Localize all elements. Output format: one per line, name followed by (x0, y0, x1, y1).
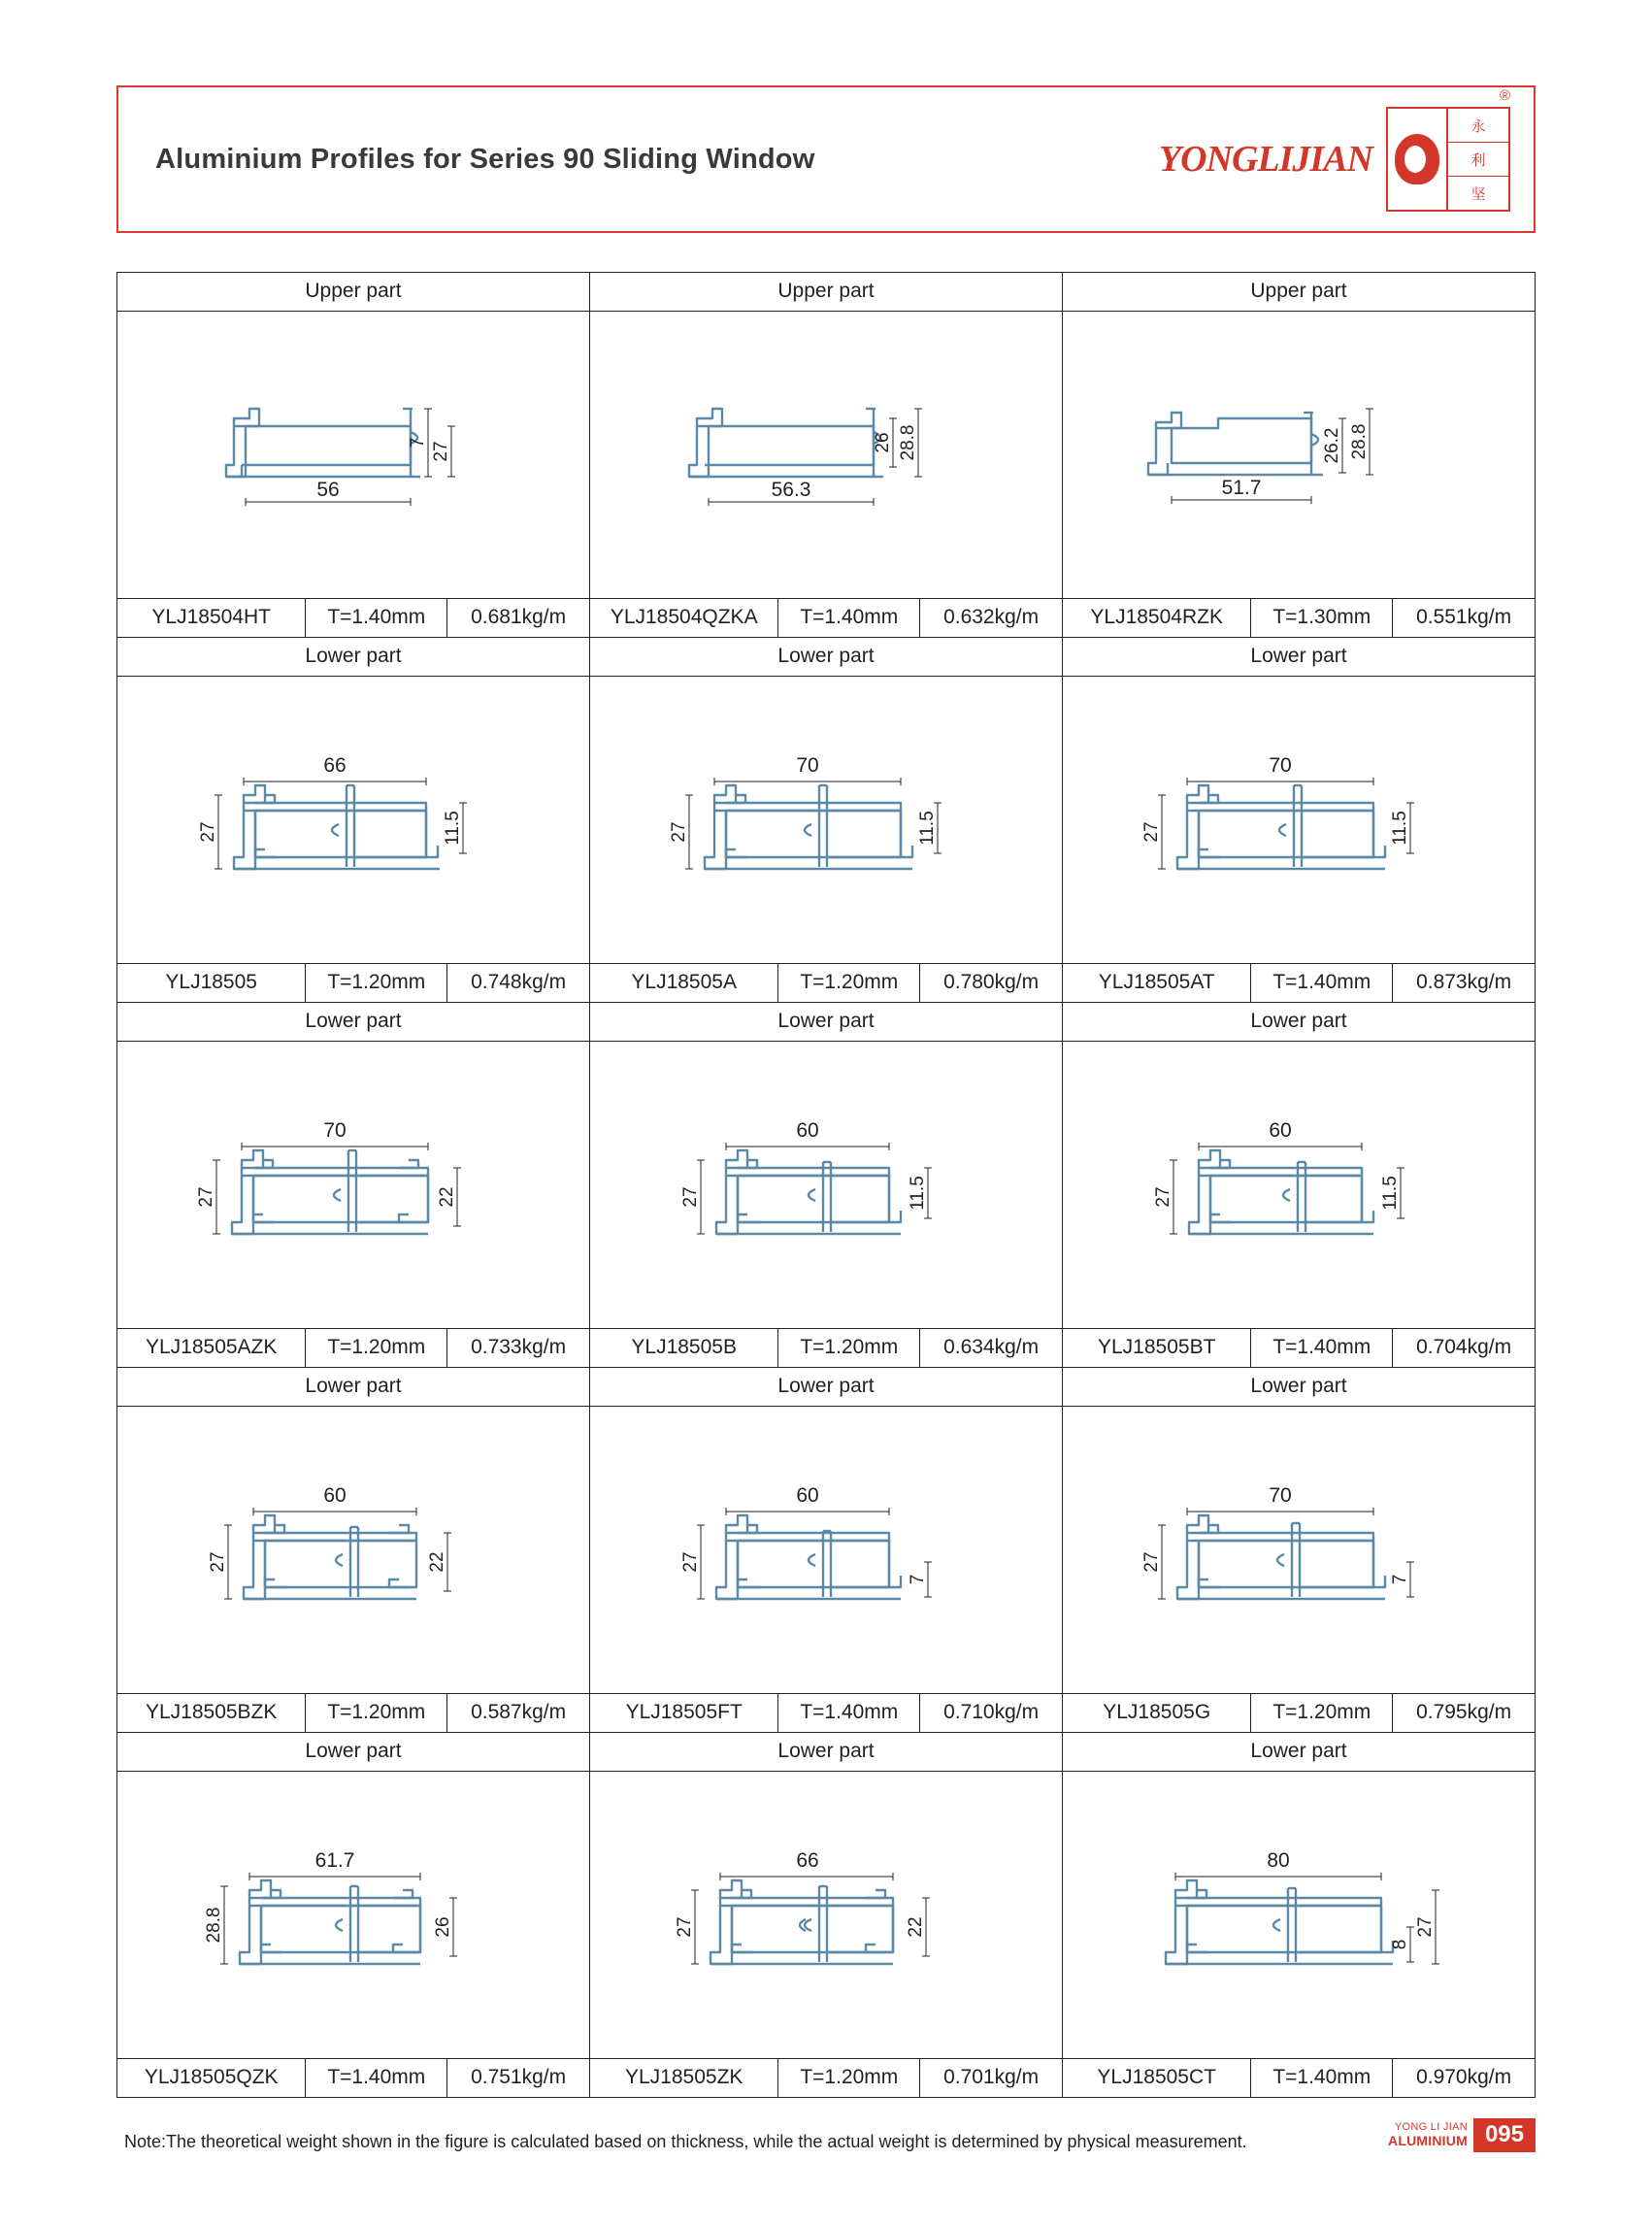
figure-row (117, 677, 1535, 964)
dim-left: 27 (675, 1916, 695, 1938)
profile-thickness: T=1.20mm (778, 2059, 920, 2097)
profile-row (116, 272, 1536, 637)
dim-right: 7 (1390, 1574, 1410, 1585)
dim-right: 27 (1415, 1916, 1436, 1938)
profile-thickness: T=1.40mm (306, 2059, 447, 2097)
part-caption: Upper part (117, 273, 590, 312)
profile-weight: 0.873kg/m (1416, 971, 1512, 993)
dim-width: 61.7 (314, 1849, 355, 1872)
dim-width: 51.7 (1221, 477, 1262, 499)
spec-cell (1063, 1329, 1535, 1367)
spec-cell (1063, 964, 1535, 1002)
part-caption: Lower part (1063, 1003, 1535, 1042)
part-caption: Lower part (1063, 638, 1535, 677)
spec-row (117, 599, 1535, 637)
profile-code: YLJ18505QZK (117, 2059, 306, 2097)
profile-code: YLJ18505CT (1063, 2059, 1251, 2097)
dim-left: 27 (669, 821, 689, 843)
spec-row (117, 2059, 1535, 2097)
profile-thickness: T=1.20mm (306, 1329, 447, 1367)
profile-weight: 0.780kg/m (943, 971, 1040, 993)
dim-large: 28.8 (1349, 423, 1370, 460)
profile-thickness: T=1.40mm (1251, 2059, 1393, 2097)
dim-left: 27 (196, 1186, 216, 1208)
brand-cn-2: 利 (1448, 143, 1508, 177)
dim-right: 11.5 (908, 1176, 928, 1211)
spec-cell (117, 599, 590, 637)
dim-left: 27 (198, 821, 218, 843)
part-caption: Upper part (590, 273, 1063, 312)
profile-row (116, 637, 1536, 1002)
spec-row (117, 1329, 1535, 1367)
figure-row (117, 312, 1535, 599)
profile-weight: 0.748kg/m (471, 971, 567, 993)
dim-left: 27 (1141, 1551, 1162, 1573)
part-caption: Lower part (117, 1003, 590, 1042)
brand-logo (1158, 87, 1510, 212)
profile-code: YLJ18505 (117, 964, 306, 1002)
dim-width: 66 (796, 1849, 819, 1872)
brand-wordmark: YONGLIJIAN (1158, 139, 1372, 180)
dim-large: 28.8 (898, 424, 918, 461)
spec-cell (117, 1694, 590, 1732)
profile-code: YLJ18505B (590, 1329, 778, 1367)
profile-code: YLJ18504HT (117, 599, 306, 637)
dim-left: 27 (1141, 821, 1162, 843)
profile-thickness: T=1.30mm (1251, 599, 1393, 637)
spec-row (117, 964, 1535, 1002)
part-caption: Lower part (117, 1733, 590, 1772)
caption-row (117, 1003, 1535, 1042)
profile-figure (590, 312, 1063, 599)
footer-note: Note:The theoretical weight shown in the figure is calculated based on thickness, while the actual weight is determined by physical measurement. (124, 2132, 1247, 2151)
part-caption: Upper part (1063, 273, 1535, 312)
dim-right: 22 (906, 1916, 926, 1938)
dim-left: 27 (680, 1551, 701, 1573)
profile-weight: 0.970kg/m (1416, 2066, 1512, 2088)
profile-code: YLJ18504QZKA (590, 599, 778, 637)
spec-cell (117, 1329, 590, 1367)
profile-thickness: T=1.40mm (778, 1694, 920, 1732)
profile-weight: 0.587kg/m (471, 1701, 567, 1723)
profile-figure (1063, 677, 1535, 964)
profile-weight: 0.704kg/m (1416, 1336, 1512, 1358)
spec-cell (1063, 599, 1535, 637)
part-caption: Lower part (1063, 1733, 1535, 1772)
profile-weight: 0.634kg/m (943, 1336, 1040, 1358)
profile-row (116, 1002, 1536, 1367)
caption-row (117, 1368, 1535, 1407)
dim-width: 70 (1269, 1484, 1292, 1507)
profile-code: YLJ18505BT (1063, 1329, 1251, 1367)
registered-mark: ® (1499, 87, 1510, 104)
profile-figure (590, 677, 1063, 964)
part-caption: Lower part (117, 1368, 590, 1407)
profile-thickness: T=1.20mm (306, 964, 447, 1002)
dim-width: 80 (1267, 1849, 1290, 1872)
spec-cell (590, 1694, 1063, 1732)
dim-small: 7 (408, 437, 428, 449)
brand-cn-1: 永 (1448, 109, 1508, 143)
dim-width: 60 (323, 1484, 347, 1507)
brand-cn-3: 坚 (1470, 185, 1486, 203)
footer-brand-line2: ALUMINIUM (1388, 2132, 1468, 2148)
caption-row (117, 273, 1535, 312)
dim-width: 60 (796, 1484, 819, 1507)
dim-width: 70 (796, 754, 819, 777)
profile-weight: 0.701kg/m (943, 2066, 1040, 2088)
dim-left: 27 (1153, 1186, 1173, 1208)
spec-cell (1063, 1694, 1535, 1732)
caption-row (117, 638, 1535, 677)
dim-small: 26.2 (1322, 427, 1342, 464)
part-caption: Lower part (117, 638, 590, 677)
dim-width: 56 (316, 479, 340, 501)
dim-right: 22 (437, 1186, 457, 1208)
spec-cell (117, 2059, 590, 2097)
page-title: Aluminium Profiles for Series 90 Sliding Window (155, 143, 815, 175)
dim-width: 66 (323, 754, 347, 777)
profile-code: YLJ18505FT (590, 1694, 778, 1732)
caption-row (117, 1733, 1535, 1772)
profile-figure (117, 1407, 590, 1694)
dim-right: 26 (433, 1916, 453, 1938)
profile-figure (1063, 1042, 1535, 1329)
figure-row (117, 1042, 1535, 1329)
profile-figure (117, 1772, 590, 2059)
part-caption: Lower part (590, 1368, 1063, 1407)
profiles-table (116, 272, 1536, 2098)
part-caption: Lower part (590, 1733, 1063, 1772)
dim-right: 22 (427, 1551, 447, 1573)
profile-thickness: T=1.20mm (778, 964, 920, 1002)
spec-cell (590, 2059, 1063, 2097)
brand-cn-characters (1448, 109, 1508, 210)
profile-figure (1063, 1772, 1535, 2059)
page-footer-badge (1388, 2118, 1536, 2152)
profile-row (116, 1367, 1536, 1732)
profile-figure (117, 312, 590, 599)
profile-code: YLJ18505AZK (117, 1329, 306, 1367)
dim-left: 28.8 (204, 1907, 224, 1944)
dim-small: 8 (1390, 1939, 1410, 1950)
footer-brand-line1: YONG LI JIAN (1394, 2121, 1468, 2134)
profile-weight: 0.751kg/m (471, 2066, 567, 2088)
profile-figure (590, 1772, 1063, 2059)
dim-right: 11.5 (1380, 1176, 1401, 1211)
dim-right: 11.5 (443, 811, 463, 846)
figure-row (117, 1772, 1535, 2059)
dim-width: 70 (1269, 754, 1292, 777)
spec-cell (590, 964, 1063, 1002)
profile-code: YLJ18504RZK (1063, 599, 1251, 637)
profile-weight: 0.681kg/m (471, 606, 567, 628)
part-caption: Lower part (590, 1003, 1063, 1042)
dim-right: 11.5 (917, 811, 938, 846)
profile-thickness: T=1.40mm (1251, 964, 1393, 1002)
profile-thickness: T=1.20mm (1251, 1694, 1393, 1732)
dim-left: 27 (208, 1551, 228, 1573)
brand-swirl (1388, 109, 1448, 210)
profile-code: YLJ18505BZK (117, 1694, 306, 1732)
part-caption: Lower part (590, 638, 1063, 677)
profile-figure (1063, 312, 1535, 599)
profile-figure (117, 1042, 590, 1329)
profile-weight: 0.551kg/m (1416, 606, 1512, 628)
page-header (116, 85, 1536, 233)
profile-thickness: T=1.20mm (306, 1694, 447, 1732)
profile-figure (590, 1042, 1063, 1329)
profile-code: YLJ18505ZK (590, 2059, 778, 2097)
dim-large: 27 (431, 441, 451, 462)
profile-code: YLJ18505G (1063, 1694, 1251, 1732)
dim-right: 11.5 (1390, 811, 1410, 846)
profile-figure (590, 1407, 1063, 1694)
dim-width: 60 (796, 1119, 819, 1142)
part-caption: Lower part (1063, 1368, 1535, 1407)
spec-cell (117, 964, 590, 1002)
figure-row (117, 1407, 1535, 1694)
profile-thickness: T=1.40mm (306, 599, 447, 637)
spec-cell (590, 1329, 1063, 1367)
profile-thickness: T=1.20mm (778, 1329, 920, 1367)
profile-code: YLJ18505A (590, 964, 778, 1002)
profile-figure (1063, 1407, 1535, 1694)
profile-row (116, 1732, 1536, 2098)
dim-right: 7 (908, 1574, 928, 1585)
profile-weight: 0.733kg/m (471, 1336, 567, 1358)
profile-thickness: T=1.40mm (778, 599, 920, 637)
brand-mark-icon (1386, 87, 1510, 212)
profile-weight: 0.710kg/m (943, 1701, 1040, 1723)
dim-width: 60 (1269, 1119, 1292, 1142)
spec-row (117, 1694, 1535, 1732)
dim-small: 26 (873, 432, 893, 453)
profile-figure (117, 677, 590, 964)
dim-width: 70 (323, 1119, 347, 1142)
spec-cell (1063, 2059, 1535, 2097)
profile-weight: 0.632kg/m (943, 606, 1040, 628)
profile-weight: 0.795kg/m (1416, 1701, 1512, 1723)
dim-width: 56.3 (771, 479, 811, 501)
page-number: 095 (1473, 2118, 1536, 2152)
dim-left: 27 (680, 1186, 701, 1208)
profile-thickness: T=1.40mm (1251, 1329, 1393, 1367)
spec-cell (590, 599, 1063, 637)
profile-code: YLJ18505AT (1063, 964, 1251, 1002)
footer-brand (1388, 2122, 1468, 2147)
